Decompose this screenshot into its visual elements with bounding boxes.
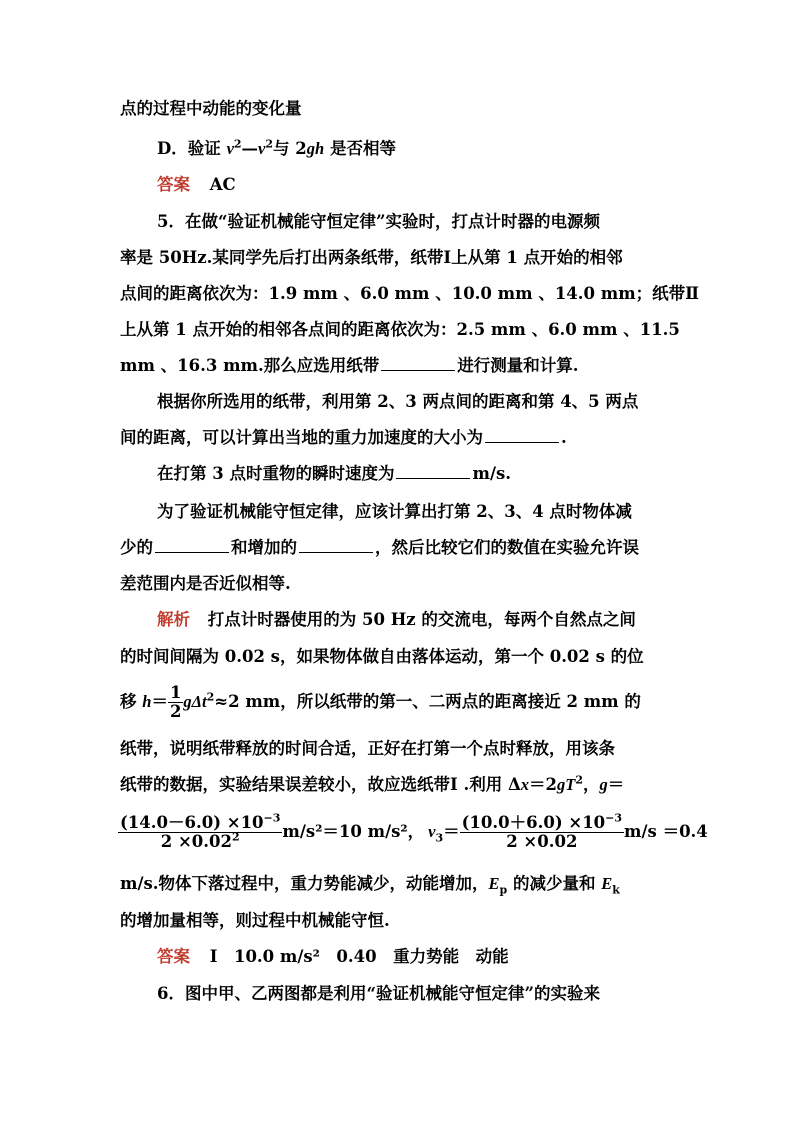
- answer-1: [157, 174, 236, 196]
- sup-2d: 2: [575, 773, 583, 787]
- answer-blank-4[interactable]: [155, 538, 229, 553]
- answer-blank-3[interactable]: [396, 464, 470, 479]
- answer-2: [157, 946, 509, 968]
- fraction-v3-num: [460, 811, 624, 833]
- sol3-dt: Δt: [191, 692, 207, 711]
- fraction-v3-result: m/s ＝0.4: [624, 822, 708, 841]
- sup-2c: 2: [206, 690, 215, 704]
- sup-2a: 2: [233, 137, 242, 151]
- option-d: D．验证 $v^2—v^2$与 2gh 是否相等: [157, 137, 396, 158]
- sol3-h: h: [142, 692, 152, 711]
- solution-line-1: [157, 609, 636, 631]
- solution-line-4: 纸带，说明纸带释放的时间合适，正好在打第一个点时释放，用该条: [120, 739, 615, 758]
- solution-line-7: [120, 873, 620, 895]
- q5-line-6: 根据你所选用的纸带，利用第 2、3 两点间的距离和第 4、5 两点: [157, 392, 639, 411]
- fraction-half-num: 1: [169, 683, 182, 702]
- v3-eq: ＝: [443, 822, 460, 841]
- sol3-tail: ≈2 mm，所以纸带的第一、二两点的距离接近 2 mm 的: [214, 692, 641, 711]
- solution-line-5: [120, 774, 624, 796]
- fraction-g: [118, 811, 282, 851]
- solution-line-8: 的增加量相等，则过程中机械能守恒.: [120, 911, 390, 930]
- sup-2b: 2: [265, 137, 274, 151]
- fraction-g-num-text: (14.0－6.0) ×10: [120, 813, 264, 832]
- q5-line-4: 上从第 1 点开始的相邻各点间的距离依次为：2.5 mm 、6.0 mm 、11.5: [120, 320, 680, 339]
- fraction-g-den: [118, 830, 282, 851]
- solution-label: 解析: [157, 610, 190, 629]
- v3-sub: 3: [435, 831, 444, 845]
- q5-line-3: 点间的距离依次为：1.9 mm 、6.0 mm 、10.0 mm 、14.0 mm；纸带Ⅱ: [120, 284, 700, 303]
- sol3-eq: ＝: [151, 692, 168, 711]
- formula-v1: v: [258, 139, 266, 158]
- fraction-v3-num-text: (10.0＋6.0) ×10: [461, 813, 606, 832]
- answer-blank-5[interactable]: [299, 538, 373, 553]
- q5-line-7-text: 间的距离，可以计算出当地的重力加速度的大小为: [120, 428, 483, 447]
- fraction-g-num: [118, 811, 282, 833]
- answer-blank-1[interactable]: [381, 356, 455, 371]
- q5-line-10-b: 和增加的: [231, 538, 297, 557]
- answer-label: 答案: [157, 175, 190, 194]
- fraction-g-exp: −3: [263, 811, 281, 825]
- solution-line-3: [120, 682, 641, 722]
- sol3-pre: 移: [120, 692, 143, 711]
- q5-line-10-c: ，然后比较它们的数值在实验允许误: [375, 538, 639, 557]
- answer-2-label: 答案: [157, 947, 190, 966]
- sol7-E: E: [488, 874, 500, 893]
- fraction-v3-exp: −3: [605, 811, 623, 825]
- line-1: 点的过程中动能的变化量: [120, 99, 302, 118]
- option-d-mid: 与 2: [273, 139, 307, 158]
- q5-line-5-text: mm 、16.3 mm.那么应选用纸带: [120, 356, 380, 375]
- answer-2-value: Ⅰ 10.0 m/s² 0.40 重力势能 动能: [209, 947, 509, 966]
- sup-2e: 2: [232, 830, 240, 844]
- answer-value: AC: [209, 175, 236, 194]
- formula-v: v: [226, 139, 234, 158]
- q5-line-7: [120, 427, 567, 449]
- q6-line-1: 6．图中甲、乙两图都是利用“验证机械能守恒定律”的实验来: [157, 984, 600, 1003]
- sol5-gT: gT: [557, 775, 576, 794]
- sol5-comma: ，: [583, 775, 600, 794]
- answer-blank-2[interactable]: [485, 428, 559, 443]
- q5-line-11: 差范围内是否近似相等.: [120, 574, 291, 593]
- q5-line-5-tail: 进行测量和计算.: [457, 356, 579, 375]
- fraction-g-den-text: 2 ×0.02: [160, 832, 232, 851]
- q5-line-5: [120, 355, 579, 377]
- sol7-sub-p: p: [499, 883, 508, 897]
- q5-line-7-tail: .: [561, 428, 567, 447]
- sol3-g: g: [183, 692, 192, 711]
- fraction-half: [168, 684, 183, 721]
- sol5-g: g: [599, 775, 608, 794]
- q5-line-10-a: 少的: [120, 538, 153, 557]
- sol5-eq: ＝2: [529, 775, 557, 794]
- q5-line-1: 5．在做“验证机械能守恒定律”实验时，打点计时器的电源频: [157, 212, 600, 231]
- sol5-end: ＝: [607, 775, 625, 794]
- solution-line-1-text: 打点计时器使用的为 50 Hz 的交流电，每两个自然点之间: [207, 610, 636, 629]
- sol7-pre: m/s.物体下落过程中，重力势能减少，动能增加，: [120, 874, 489, 893]
- fraction-half-den: 2: [169, 702, 182, 721]
- q5-line-8: [157, 463, 511, 485]
- q5-line-9: 为了验证机械能守恒定律，应该计算出打第 2、3、4 点时物体减: [157, 502, 632, 521]
- option-d-label: D．验证: [157, 139, 227, 158]
- fraction-v3: [460, 811, 624, 851]
- fraction-g-result: m/s²＝10 m/s²，: [282, 822, 425, 841]
- option-d-tail: 是否相等: [324, 139, 396, 158]
- formula-gh: gh: [306, 139, 325, 158]
- sol5-pre: 纸带的数据，实验结果误差较小，故应选纸带Ⅰ .利用 Δ: [120, 775, 521, 794]
- q5-line-8-tail: m/s.: [472, 464, 512, 483]
- fraction-v3-den: 2 ×0.02: [506, 832, 578, 851]
- q5-line-2: 率是 50Hz.某同学先后打出两条纸带，纸带Ⅰ上从第 1 点开始的相邻: [120, 248, 623, 267]
- sol7-E2: E: [601, 874, 613, 893]
- sol7-mid: 的减少量和: [507, 874, 602, 893]
- q5-line-10: [120, 537, 639, 559]
- v3-symbol: v: [428, 822, 436, 841]
- solution-line-6: [118, 810, 708, 854]
- sol5-x: x: [520, 775, 530, 794]
- q5-line-8-text: 在打第 3 点时重物的瞬时速度为: [157, 464, 395, 483]
- sol7-sub-k: k: [612, 883, 620, 897]
- solution-line-2: 的时间间隔为 0.02 s，如果物体做自由落体运动，第一个 0.02 s 的位: [120, 647, 644, 666]
